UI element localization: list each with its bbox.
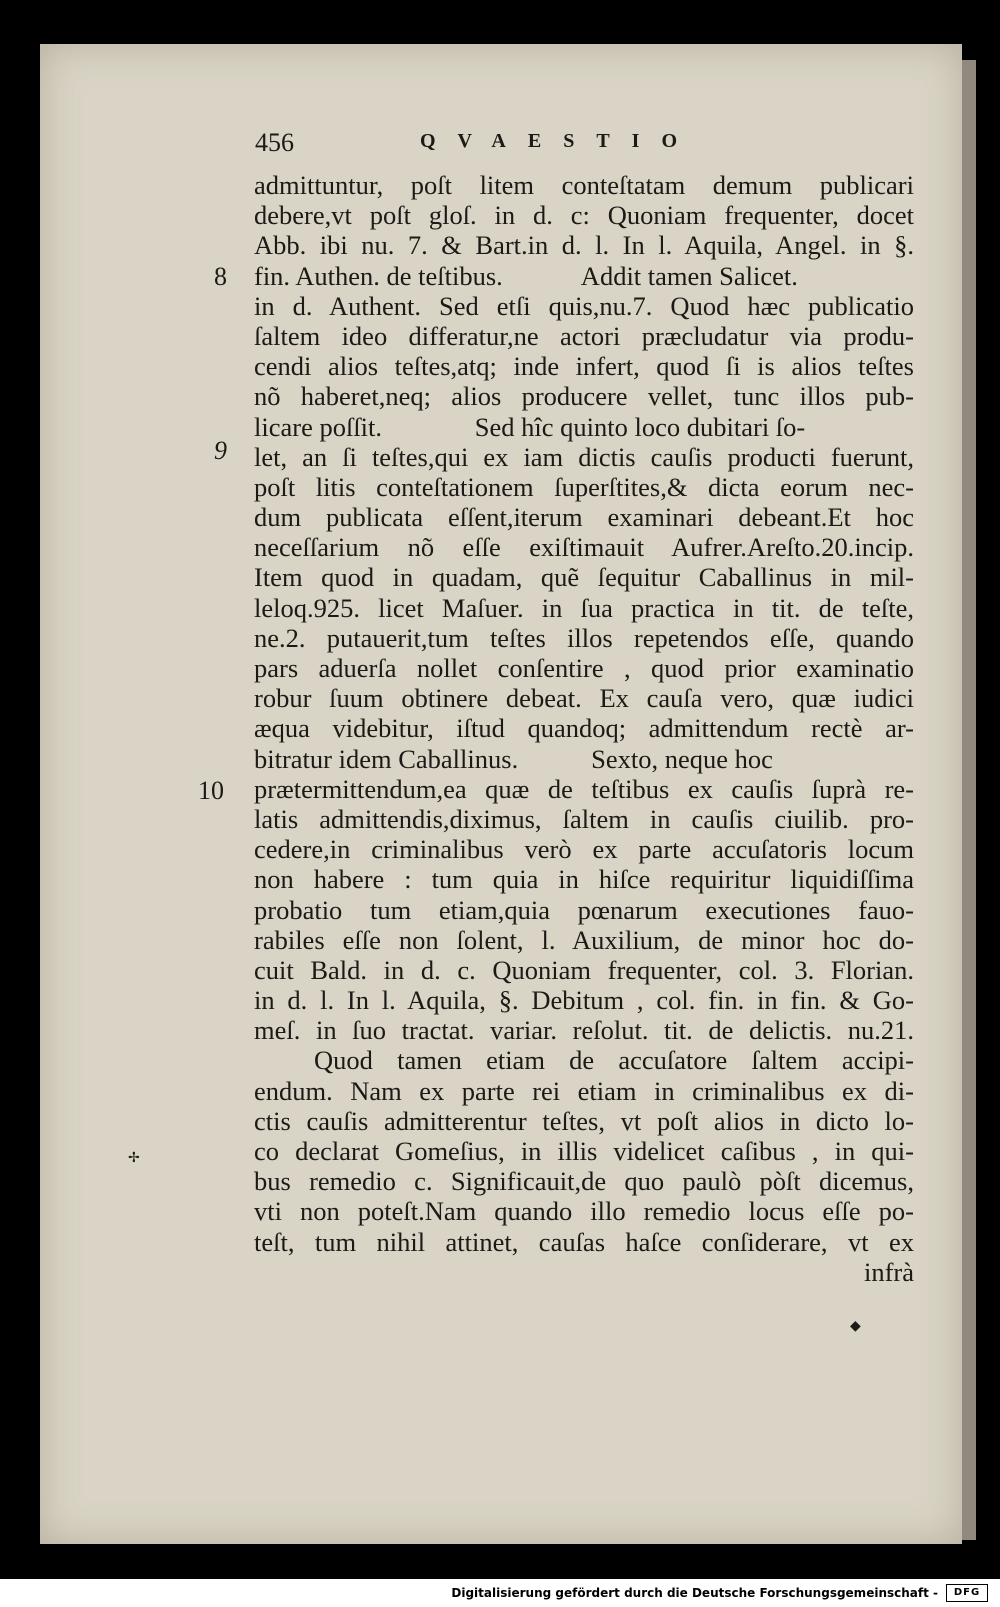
- text-line: fin. Authen. de teſtibus. Addit tamen Salicet.: [254, 260, 798, 291]
- text-line: debere,vt poſt gloſ. in d. c: Quoniam frequenter, docet: [254, 200, 914, 231]
- running-head: [255, 128, 795, 168]
- text-line: licare poſſit. Sed hîc quinto loco dubitari ſo-: [254, 411, 806, 442]
- text-line: cedere,in criminalibus verò ex parte accuſatoris locum: [254, 834, 914, 865]
- text-line: cuit Bald. in d. c. Quoniam frequenter, col. 3. Florian.: [254, 954, 914, 985]
- text-line: bitratur idem Caballinus. Sexto, neque hoc: [254, 743, 773, 774]
- dfg-logo: DFG: [946, 1584, 988, 1602]
- text-line: Abb. ibi nu. 7. & Bart.in d. l. In l. Aquila, Angel. in §.: [254, 230, 914, 261]
- text-line: non habere : tum quia in hiſce requiritur liquidiſſima: [254, 864, 914, 895]
- funding-notice: Digitalisierung gefördert durch die Deutsche Forschungsgemeinschaft -: [451, 1586, 938, 1600]
- text-line: in d. l. In l. Aquila, §. Debitum , col. fin. in fin. & Go-: [254, 985, 914, 1016]
- margin-number-8: 8: [214, 262, 227, 291]
- text-line: nõ haberet,neq; alios producere vellet, tunc illos pub-: [254, 381, 914, 412]
- text-line: leloq.925. licet Maſuer. in ſua practica in tit. de teſte,: [254, 592, 914, 623]
- text-line: Quod tamen etiam de accuſatore ſaltem accipi-: [314, 1045, 914, 1076]
- text-line: endum. Nam ex parte rei etiam in criminalibus ex di-: [254, 1075, 914, 1106]
- page-edge: [962, 60, 976, 1540]
- text-line: ctis cauſis admitterentur teſtes, vt poſt alios in dicto lo-: [254, 1105, 914, 1136]
- page-number: 456: [255, 128, 294, 157]
- margin-number-9: 9: [214, 436, 227, 465]
- text-line: ſaltem ideo differatur,ne actori præcludatur via produ-: [254, 320, 914, 351]
- text-line: cendi alios teſtes,atq; inde infert, quod ſi is alios teſtes: [254, 351, 914, 382]
- ink-speck: ✢: [128, 1151, 140, 1166]
- text-line: probatio tum etiam,quia pœnarum executiones fauo-: [254, 894, 914, 925]
- text-line: Item quod in quadam, quẽ ſequitur Caballinus in mil-: [254, 562, 914, 593]
- text-line: ne.2. putauerit,tum teſtes illos repetendos eſſe, quando: [254, 622, 914, 653]
- text-line: prætermittendum,ea quæ de teſtibus ex cauſis ſuprà re-: [254, 773, 914, 804]
- text-line: admittuntur, poſt litem conteſtatam demum publicari: [254, 170, 914, 200]
- text-line: in d. Authent. Sed etſi quis,nu.7. Quod hæc publicatio: [254, 290, 914, 321]
- text-line: dum publicata eſſent,iterum examinari debeant.Et hoc: [254, 502, 914, 533]
- margin-number-10: 10: [198, 776, 224, 805]
- text-line: æqua videbitur, iſtud quandoq; admittendum rectè ar-: [254, 713, 914, 744]
- text-line: bus remedio c. Significauit,de quo paulò pòſt dicemus,: [254, 1166, 914, 1197]
- body-text: [254, 170, 914, 1287]
- text-line: latis admittendis,diximus, ſaltem in cauſis ciuilib. pro-: [254, 803, 914, 834]
- text-line: neceſſarium nõ eſſe exiſtimauit Aufrer.Areſto.20.incip.: [254, 532, 914, 563]
- ink-speck: ◆: [850, 1319, 861, 1334]
- text-line: robur ſuum obtinere debeat. Ex cauſa vero, quæ iudici: [254, 683, 914, 714]
- running-title: QVAESTIO: [420, 130, 700, 152]
- text-line: rabiles eſſe non ſolent, l. Auxilium, de minor hoc do-: [254, 924, 914, 955]
- text-line: meſ. in ſuo tractat. variar. reſolut. tit. de delictis. nu.21.: [254, 1015, 914, 1046]
- footer-bar: [0, 1579, 1000, 1607]
- text-line: vti non poteſt.Nam quando illo remedio locus eſſe po-: [254, 1196, 914, 1227]
- text-line: poſt litis conteſtationem ſuperſtites,& dicta eorum nec-: [254, 471, 914, 502]
- text-line: pars aduerſa nollet conſentire , quod prior examinatio: [254, 653, 914, 683]
- text-line: teſt, tum nihil attinet, cauſas haſce conſiderare, vt ex: [254, 1226, 914, 1257]
- text-line: co declarat Gomeſius, in illis videlicet caſibus , in qui-: [254, 1136, 914, 1166]
- catchword: infrà: [863, 1256, 914, 1287]
- text-line: let, an ſi teſtes,qui ex iam dictis cauſis producti fuerunt,: [254, 441, 914, 472]
